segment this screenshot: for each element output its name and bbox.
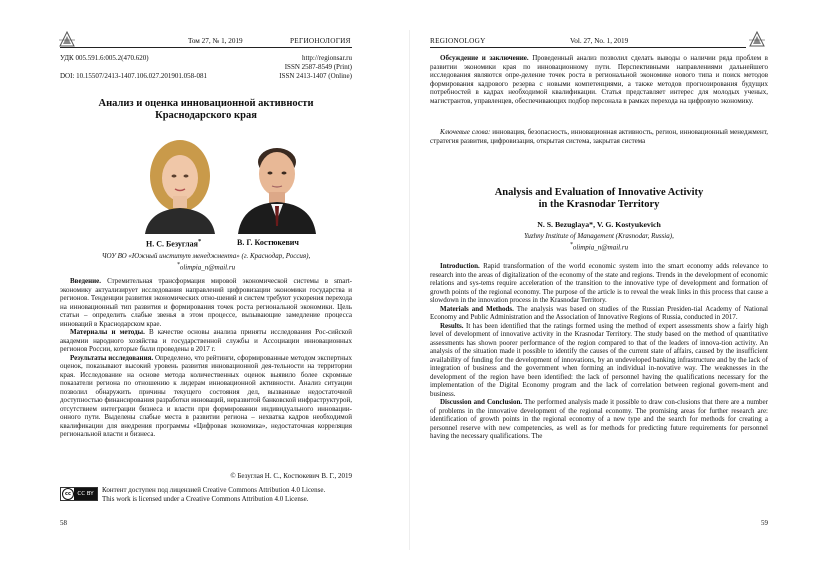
article-title-en xyxy=(430,187,768,211)
affiliation-ru: ЧОУ ВО «Южный институт менеджмента» (г. Краснодар, Россия), xyxy=(101,252,311,260)
abstract-en-discussion: Discussion and Conclusion. The performed analysis made it possible to draw con-clusions that there are a number of problems in the innovative development of the regional economy. The promising areas for further research are: identification of growth points in the regional economy of a new type and the search for methods for creating a personnel reserve with new competencies, as well as for methods for predicting future requirements for personnel having the necessary qualifications. The xyxy=(430,398,768,440)
license-ru: Контент доступен под лицензией Creative Commons Attribution 4.0 License. xyxy=(102,486,326,494)
abstract-results: Результаты исследования. Определено, что рейтинги, сформированные методом экспертных оценок, показывают высокий уровень развития инновационной дея-тельности на территории края. Исследование на основе метода количественных оценок выявило более скромные показатели региона по отношению к лидерам инновационной активности. Анализ ситуации позволил обнаружить причины текущего состояния дел, вызванные недостаточной доступностью финансирования разработки инноваций, неразвитой банковской инфраструктурой, отсутствием интеграции бизнеса и власти при формировании индивидуального инновации-онного пути. Выделены слабые места в развитии региона – нехватка кадров необходимой квалификации для внедрения программы «Цифровая экономика», недостаточная корреляция региональной власти и бизнеса. xyxy=(60,353,352,438)
doi[interactable]: DOI: 10.15507/2413-1407.106.027.201901.058-081 xyxy=(60,72,207,80)
authors-en: N. S. Bezuglaya*, V. G. Kostyukevich xyxy=(537,220,661,229)
header-journal: РЕГИОНОЛОГИЯ xyxy=(290,37,351,45)
header-rule xyxy=(60,47,352,48)
title-line: Краснодарского края xyxy=(155,110,257,121)
page-right xyxy=(410,0,820,566)
author-photo-kostyukevich xyxy=(234,134,320,234)
page-number-left: 58 xyxy=(60,519,67,527)
copyright: © Безуглая Н. С., Костюкевич В. Г., 2019 xyxy=(230,472,352,480)
issn-print: ISSN 2587-8549 (Print) xyxy=(284,63,352,71)
license-en: This work is licensed under a Creative Commons Attribution 4.0 License. xyxy=(102,495,309,503)
title-line: Анализ и оценка инновационной активности xyxy=(98,98,314,109)
page-number-right: 59 xyxy=(761,519,768,527)
keywords-ru: Ключевые слова: инновация, безопасность, инновационная активность, регион, инновационный менеджмент, стратегия развития, цифровизация, открытая система, закрытая система xyxy=(430,128,768,145)
author-name-bezuglaya: Н. С. Безуглая* xyxy=(146,238,202,249)
abstract-introduction: Введение. Стремительная трансформация мировой экономической системы в smart-экономику актуализирует исследования направлений цифровизации экономики государства и регионов. Тенденции развития экономических отно-шений и систем требуют ускорения перехода на инновационный тип развития и формирования точек роста региональной экономики. Цель статьи – определить слабые звенья в этом процессе, вызывающие замедление процесса инноваций в Краснодарском крае. xyxy=(60,277,353,328)
author-photo-bezuglaya xyxy=(137,134,223,234)
affiliation-en: Yuzhny Institute of Management (Krasnodar, Russia), xyxy=(524,232,674,240)
email-en[interactable]: *olimpia_n@mail.ru xyxy=(569,242,629,252)
abstract-methods: Материалы и методы. В качестве основы анализа приняты исследования Рос-сийской академии народного хозяйства и государственной службы и Ассоциации инновационных регионов России, которые были проведены в 2017 г. xyxy=(60,328,352,353)
abstract-ru xyxy=(60,277,352,439)
header-issue: Том 27, № 1, 2019 xyxy=(188,37,243,45)
abstract-en-introduction: Introduction. Rapid transformation of the world economic system into the smart economy adds relevance to research into the areas of digitalization of the economy of the state and regions. Trends in the development of economic relations and sys-tems require acceleration of the transition to the innovative type of development and formation of growth points of the regional economy. The purpose of the article is to reveal the weak links in this process that cause a slowdown in the innovation process in the Krasnodar Territory. xyxy=(430,262,768,304)
abstract-en-results: Results. It has been identified that the ratings formed using the method of expert assessments show a fairly high level of development of innovative activity in the Krasnodar Territory. The study based on the method of quantitative assessments has shown poorer performance of the region compared to that of the leaders of innova-tion activity. An analysis of the situation made it possible to identify the causes of the current state of affairs, caused by the insufficient availability of funding for the development of innovations, by an undeveloped banking infrastructure and by the lack of integration of business and the government when forming an individual in-novative way. The weaknesses in the development of the region have been identified: the lack of personnel having the qualifications necessary for the implementation of the Digital Economy program and the lack of correlation between regional govern-ment and business. xyxy=(430,321,768,398)
abstract-en xyxy=(430,262,768,441)
udk: УДК 005.591.6:005.2(470.620) xyxy=(60,54,149,62)
journal-logo-icon xyxy=(748,31,766,49)
conclusion-ru: Обсуждение и заключение. Проведенный анализ позволил сделать выводы о наличии ряда проблем в развитии экономики края по инновационному пути. Перспективными направлениями дальнейшего исследования являются опре-деление точек роста в региональной экономике нового типа и поиск методов формирования кадрового резерва с новыми компетенциями, а также методов прогнозирования будущих потребностей в кадрах необходимой квалификации. Статья представляет интерес для молодых ученых, магистрантов, управленцев, обеспечивающих подбор персонала в рамках перехода на цифровую экономику. xyxy=(430,54,768,105)
website-link[interactable]: http://regionsar.ru xyxy=(302,54,352,62)
cc-by-license-icon[interactable]: cc CC BY xyxy=(60,487,98,501)
author-name-kostyukevich: В. Г. Костюкевич xyxy=(237,238,299,247)
title-line: Analysis and Evaluation of Innovative Activity xyxy=(494,187,704,198)
header-rule xyxy=(430,47,746,48)
title-line: in the Krasnodar Territory xyxy=(538,199,660,210)
article-title-ru xyxy=(60,98,352,122)
issn-online: ISSN 2413-1407 (Online) xyxy=(279,72,352,80)
header-journal-en: REGIONOLOGY xyxy=(430,37,486,45)
email-ru[interactable]: *olimpia_n@mail.ru xyxy=(176,262,236,272)
header-issue-en: Vol. 27, No. 1, 2019 xyxy=(570,37,629,45)
abstract-en-methods: Materials and Methods. The analysis was based on studies of the Russian Presiden-tial Academy of National Economy and Public Administration and the Association of Innovative Regions of Russia, conducted in 2017. xyxy=(430,304,768,321)
